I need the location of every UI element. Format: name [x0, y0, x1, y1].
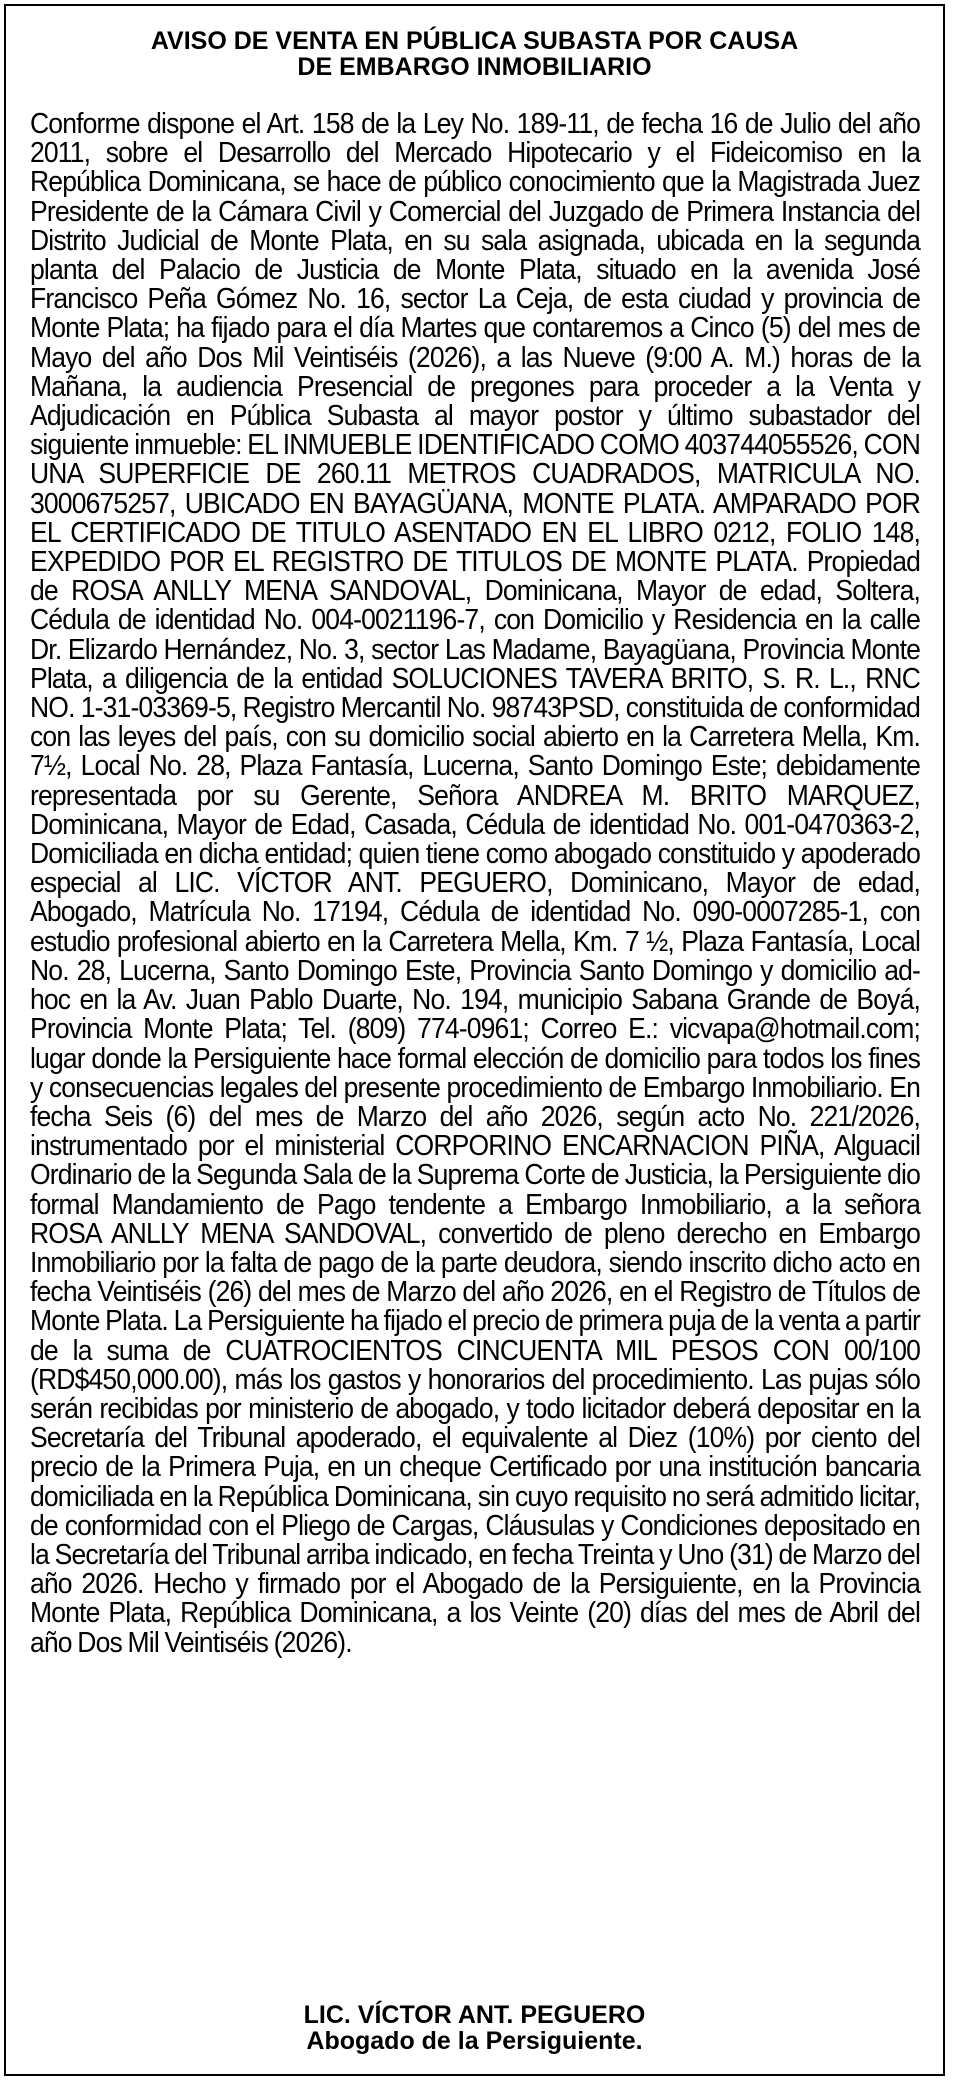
notice-body-text: Conforme dispone el Art. 158 de la Ley No. 189-11, de fecha 16 de Julio del año 2011, sobre el Desarrollo del Mercado Hipotecario y el Fideicomiso en la República Dominicana, se hace de público conocimiento que la Magistrada Juez Presidente de la Cámara Civil y Comercial del Juzgado de Primera Instancia del Distrito Judicial de Monte Plata, en su sala asignada, ubicada en la segunda planta del Palacio de Justicia de Monte Plata, situado en la avenida José Francisco Peña Gómez No. 16, sector La Ceja, de esta ciudad y provincia de Monte Plata; ha fijado para el día Martes que contaremos a Cinco (5) del mes de Mayo del año Dos Mil Veintiséis (2026), a las Nueve (9:00 A. M.) horas de la Mañana, la audiencia Presencial de pregones para proceder a la Venta y Adjudicación en Pública Subasta al mayor postor y último subastador del siguiente inmueble: EL INMUEBLE IDENTIFICADO COMO 403744055526, CON UNA SUPERFICIE DE 260.11 METROS CUADRADOS, MATRICULA NO. 3000675257, UBICADO EN BAYAGÜANA, MONTE PLATA. AMPARADO POR EL CERTIFICADO DE TITULO ASENTADO EN EL LIBRO 0212, FOLIO 148, EXPEDIDO POR EL REGISTRO DE TITULOS DE MONTE PLATA. Propiedad de ROSA ANLLY MENA SANDOVAL, Dominicana, Mayor de edad, Soltera, Cédula de identidad No. 004-0021196-7, con Domicilio y Residencia en la calle Dr. Elizardo Hernández, No. 3, sector Las Madame, Bayagüana, Provincia Monte Plata, a diligencia de la entidad SOLUCIONES TAVERA BRITO, S. R. L., RNC NO. 1-31-03369-5, Registro Mercantil No. 98743PSD, constituida de conformidad con las leyes del país, con su domicilio social abierto en la Carretera Mella, Km. 7½, Local No. 28, Plaza Fantasía, Lucerna, Santo Domingo Este; debidamente representada por su Gerente, Señora ANDREA M. BRITO MARQUEZ, Dominicana, Mayor de Edad, Casada, Cédula de identidad No. 001-0470363-2, Domiciliada en dicha entidad; quien tiene como abogado constituido y apoderado especial al LIC. VÍCTOR ANT. PEGUERO, Dominicano, Mayor de edad, Abogado, Matrícula No. 17194, Cédula de identidad No. 090-0007285-1, con estudio profesional abierto en la Carretera Mella, Km. 7 ½, Plaza Fantasía, Local No. 28, Lucerna, Santo Domingo Este, Provincia Santo Domingo y domicilio ad-hoc en la Av. Juan Pablo Duarte, No. 194, municipio Sabana Grande de Boyá, Provincia Monte Plata; Tel. (809) 774-0961; Correo E.: vicvapa@hotmail.com; lugar donde la Persiguiente hace formal elección de domicilio para todos los fines y consecuencias legales del presente procedimiento de Embargo Inmobiliario. En fecha Seis (6) del mes de Marzo del año 2026, según acto No. 221/2026, instrumentado por el ministerial CORPORINO ENCARNACION PIÑA, Alguacil Ordinario de la Segunda Sala de la Suprema Corte de Justicia, la Persiguiente dio formal Mandamiento de Pago tendente a Embargo Inmobiliario, a la señora ROSA ANLLY MENA SANDOVAL, convertido de pleno derecho en Embargo Inmobiliario por la falta de pago de la parte deudora, siendo inscrito dicho acto en fecha Veintiséis (26) del mes de Marzo del año 2026, en el Registro de Títulos de Monte Plata. La Persiguiente ha fijado el precio de primera puja de la venta a partir de la suma de CUATROCIENTOS CINCUENTA MIL PESOS CON 00/100 (RD$450,000.00), más los gastos y honorarios del procedimiento. Las pujas sólo serán recibidas por ministerio de abogado, y todo licitador deberá depositar en la Secretaría del Tribunal apoderado, el equivalente al Diez (10%) por ciento del precio de la Primera Puja, en un cheque Certificado por una institución bancaria domiciliada en la República Dominicana, sin cuyo requisito no será admitido licitar, de conformidad con el Pliego de Cargas, Cláusulas y Condiciones depositado en la Secretaría del Tribunal arriba indicado, en fecha Treinta y Uno (31) de Marzo del año 2026. Hecho y firmado por el Abogado de la Persiguiente, en la Provincia Monte Plata, República Dominicana, a los Veinte (20) días del mes de Abril del año Dos Mil Veintiséis (2026). — [30, 108, 921, 1659]
notice-title-line-2: DE EMBARGO INMOBILIARIO — [297, 53, 652, 81]
signature-name: LIC. VÍCTOR ANT. PEGUERO — [303, 2001, 646, 2029]
notice-title — [6, 28, 943, 80]
signature-block — [6, 2002, 943, 2054]
notice-title-line-1: AVISO DE VENTA EN PÚBLICA SUBASTA POR CAUSA — [150, 27, 799, 55]
notice-frame — [4, 4, 945, 2076]
signature-role: Abogado de la Persiguiente. — [306, 2027, 643, 2055]
